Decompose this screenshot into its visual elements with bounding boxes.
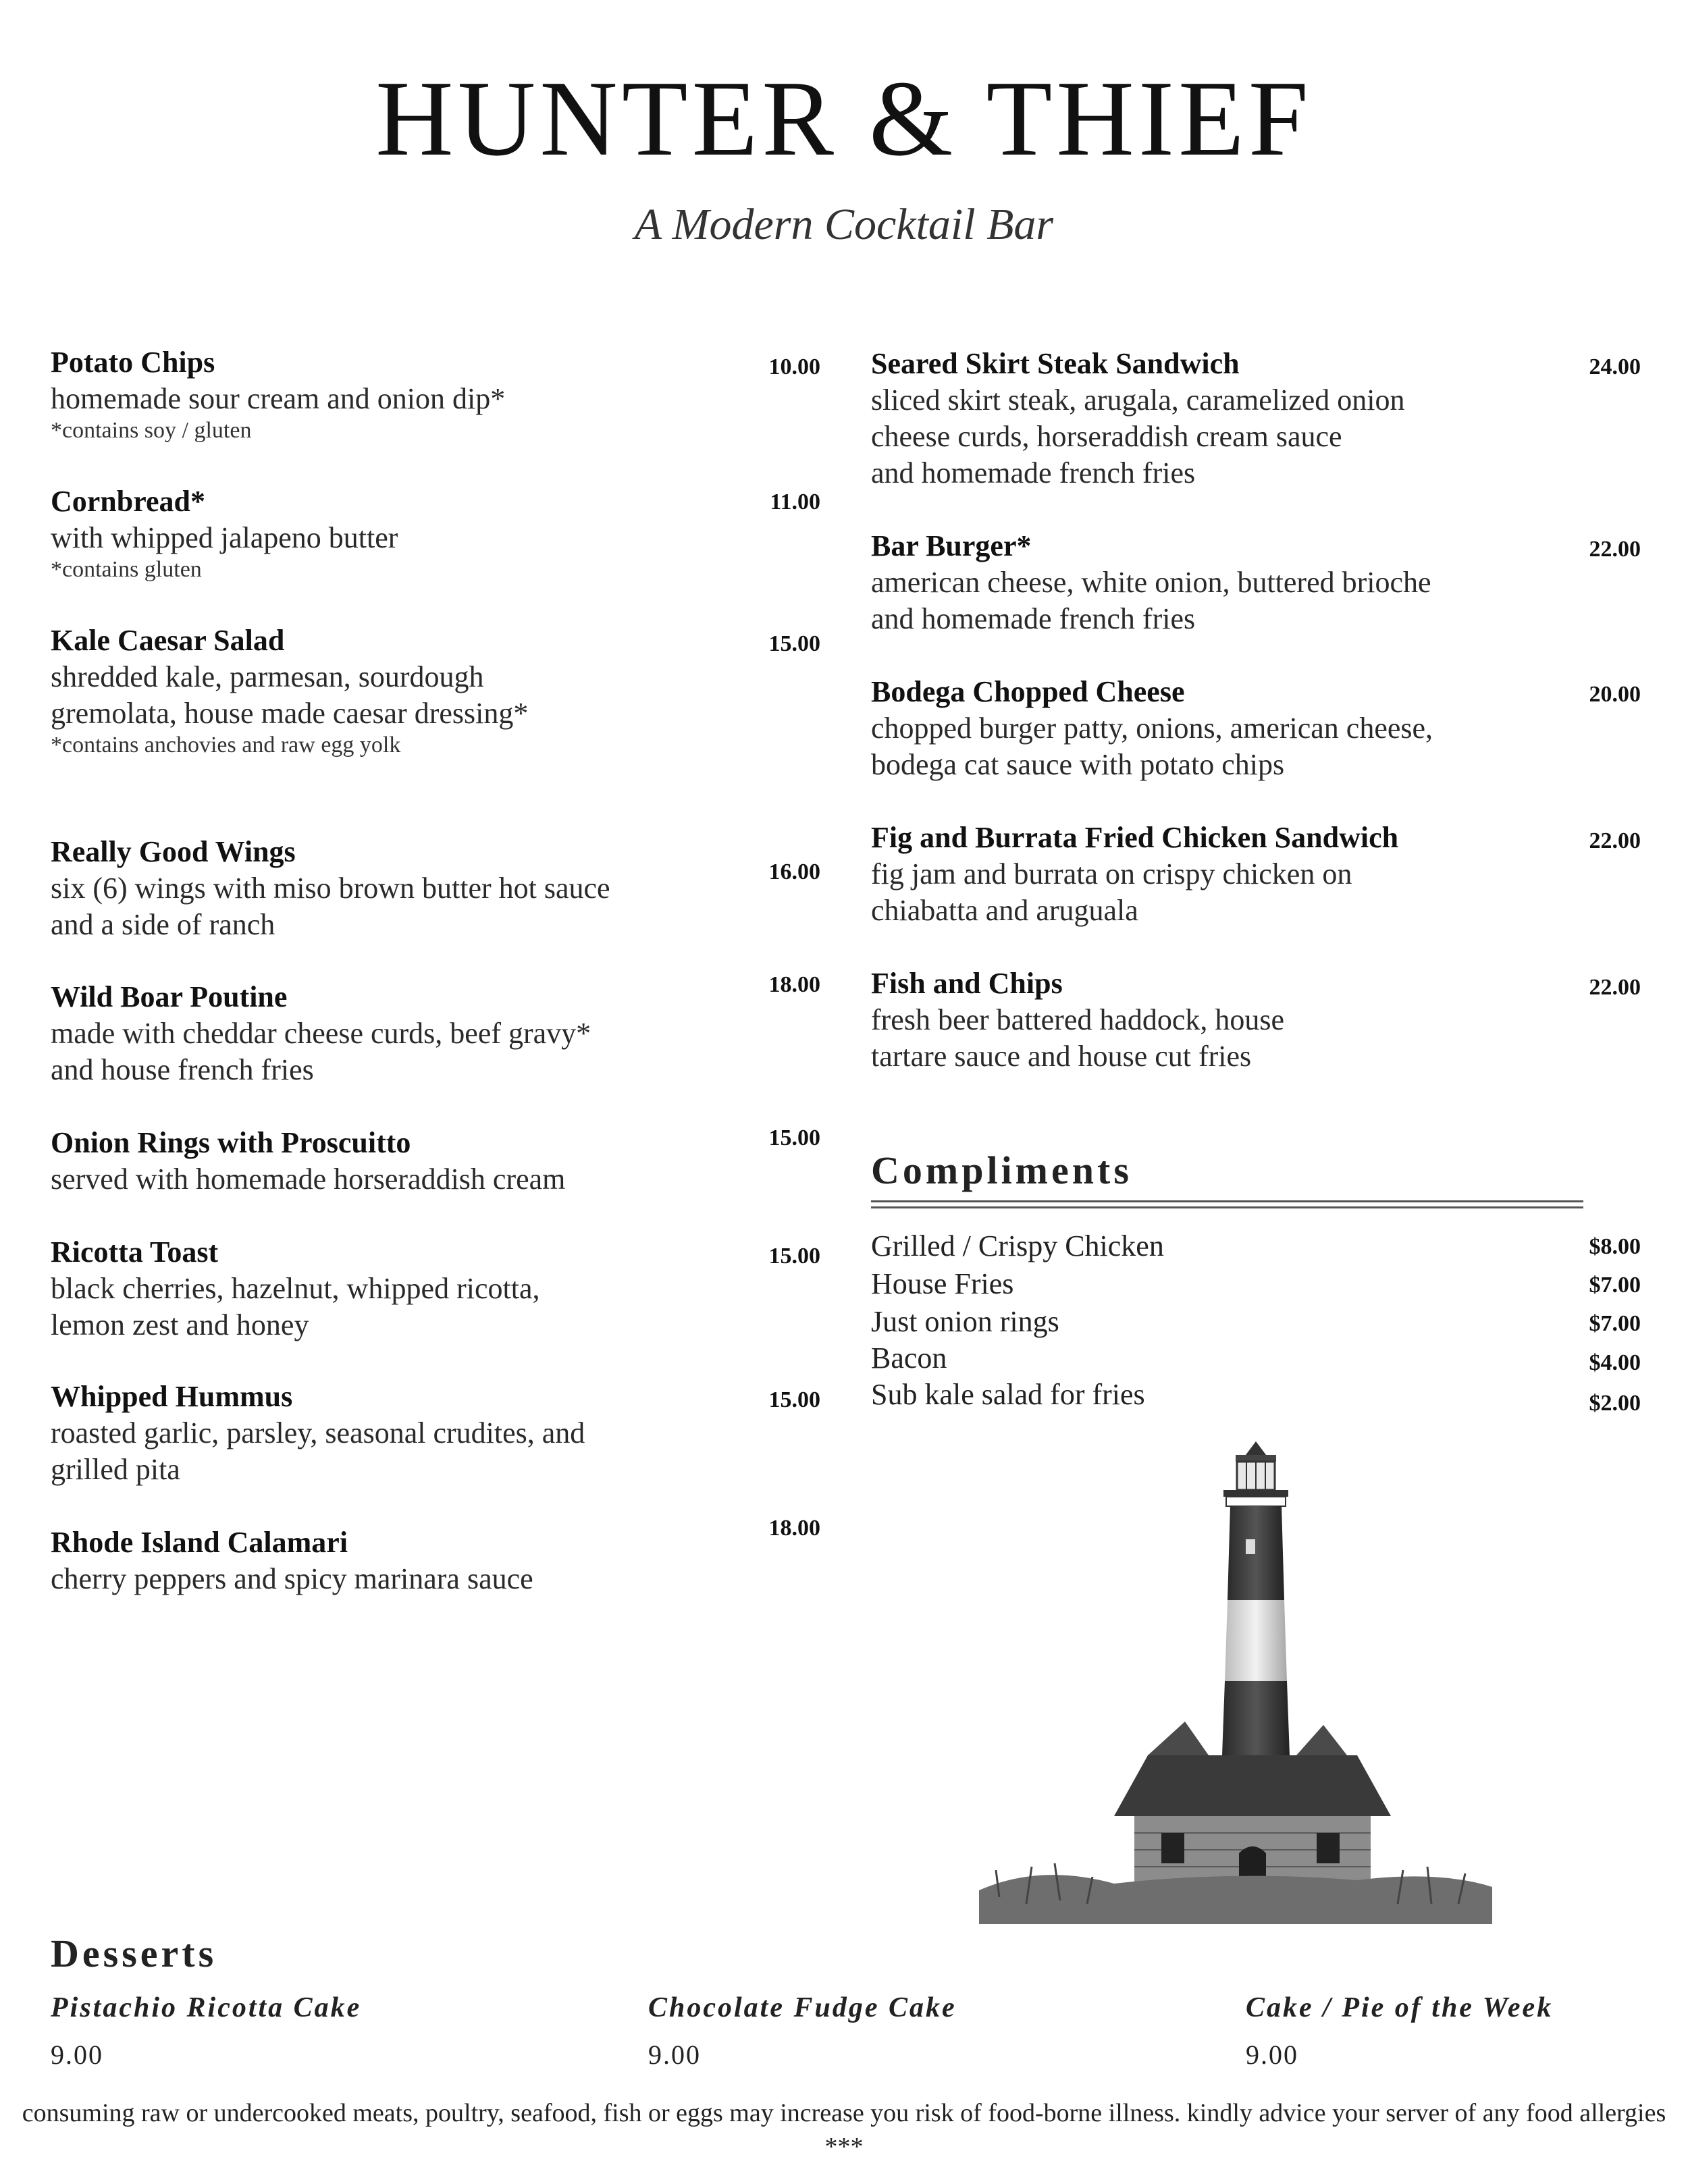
menu-item [51, 344, 760, 444]
item-description: shredded kale, parmesan, sourdough gremolata, house made caesar dressing* [51, 660, 529, 730]
item-name: Potato Chips [51, 346, 215, 379]
item-price: 18.00 [768, 1516, 820, 1541]
menu-item [51, 622, 760, 759]
menu-item [51, 1524, 760, 1597]
item-price: 10.00 [768, 354, 820, 379]
item-allergen-note: *contains soy / gluten [51, 418, 252, 443]
compliment-item-price: $2.00 [1589, 1391, 1641, 1416]
dessert-item-name: Cake / Pie of the Week [1246, 1992, 1554, 2023]
lighthouse-illustration [979, 1438, 1492, 1924]
allergy-disclaimer: consuming raw or undercooked meats, poultry, seafood, fish or eggs may increase you risk of food-borne illness. kindly advice your server of any food allergies *** [22, 2099, 1666, 2161]
dessert-item-name: Chocolate Fudge Cake [648, 1992, 957, 2023]
item-allergen-note: *contains anchovies and raw egg yolk [51, 733, 401, 757]
menu-item [51, 1125, 760, 1198]
item-name: Really Good Wings [51, 835, 296, 868]
menu-item [871, 965, 1546, 1075]
compliment-item-name: Grilled / Crispy Chicken [871, 1229, 1164, 1262]
menu-item [51, 979, 760, 1088]
item-name: Cornbread* [51, 485, 205, 518]
item-description: with whipped jalapeno butter [51, 521, 398, 554]
item-price: 15.00 [768, 1387, 820, 1412]
item-description: made with cheddar cheese curds, beef gravy* and house french fries [51, 1017, 591, 1086]
item-price: 16.00 [768, 859, 820, 884]
item-description: six (6) wings with miso brown butter hot sauce and a side of ranch [51, 872, 610, 941]
item-price: 11.00 [770, 489, 820, 514]
menu-item [51, 834, 760, 943]
menu-item [51, 1379, 760, 1488]
restaurant-subtitle: A Modern Cocktail Bar [634, 200, 1054, 249]
menu-item [51, 483, 760, 583]
compliments-heading: Compliments [871, 1148, 1132, 1192]
item-name: Fig and Burrata Fried Chicken Sandwich [871, 821, 1399, 854]
dessert-item-name: Pistachio Ricotta Cake [51, 1992, 362, 2023]
item-price: 20.00 [1589, 682, 1641, 707]
item-price: 15.00 [768, 1125, 820, 1150]
item-price: 22.00 [1589, 537, 1641, 562]
compliment-item-price: $4.00 [1589, 1350, 1641, 1375]
item-name: Whipped Hummus [51, 1380, 293, 1413]
menu-item [51, 1234, 760, 1343]
item-name: Wild Boar Poutine [51, 980, 288, 1013]
item-name: Kale Caesar Salad [51, 624, 285, 657]
desserts-heading: Desserts [51, 1932, 217, 1975]
menu-item [871, 674, 1546, 783]
item-allergen-note: *contains gluten [51, 557, 202, 582]
compliment-item-name: Just onion rings [871, 1305, 1059, 1338]
compliment-item-price: $7.00 [1589, 1311, 1641, 1336]
menu-item [871, 820, 1546, 929]
item-description: cherry peppers and spicy marinara sauce [51, 1562, 533, 1595]
item-description: black cherries, hazelnut, whipped ricotta, lemon zest and honey [51, 1272, 540, 1341]
item-name: Rhode Island Calamari [51, 1526, 348, 1559]
compliment-item-price: $7.00 [1589, 1273, 1641, 1298]
item-name: Seared Skirt Steak Sandwich [871, 347, 1240, 380]
item-description: fig jam and burrata on crispy chicken on chiabatta and aruguala [871, 857, 1352, 927]
item-price: 15.00 [768, 631, 820, 656]
item-description: fresh beer battered haddock, house tartare sauce and house cut fries [871, 1003, 1285, 1073]
item-name: Bar Burger* [871, 529, 1032, 562]
compliment-item-name: House Fries [871, 1267, 1014, 1300]
item-name: Onion Rings with Proscuitto [51, 1126, 411, 1159]
menu-item [871, 528, 1546, 637]
compliment-item-name: Sub kale salad for fries [871, 1378, 1145, 1411]
item-description: sliced skirt steak, arugala, caramelized onion cheese curds, horseraddish cream sauce and homemade french fries [871, 383, 1405, 489]
dessert-item-price: 9.00 [648, 2040, 701, 2070]
compliments-divider [871, 1200, 1583, 1208]
compliment-item-price: $8.00 [1589, 1234, 1641, 1259]
item-price: 15.00 [768, 1244, 820, 1269]
item-name: Ricotta Toast [51, 1235, 219, 1269]
menu-item [871, 346, 1546, 491]
item-description: chopped burger patty, onions, american cheese, bodega cat sauce with potato chips [871, 712, 1433, 781]
dessert-item-price: 9.00 [1246, 2040, 1298, 2070]
item-description: homemade sour cream and onion dip* [51, 382, 506, 415]
item-name: Bodega Chopped Cheese [871, 675, 1185, 708]
item-price: 18.00 [768, 972, 820, 997]
item-price: 24.00 [1589, 354, 1641, 379]
dessert-item-price: 9.00 [51, 2040, 103, 2070]
item-description: served with homemade horseraddish cream [51, 1163, 566, 1196]
item-description: american cheese, white onion, buttered brioche and homemade french fries [871, 566, 1431, 635]
restaurant-title: HUNTER & THIEF [375, 58, 1313, 178]
item-name: Fish and Chips [871, 967, 1063, 1000]
item-price: 22.00 [1589, 828, 1641, 853]
compliment-item-name: Bacon [871, 1341, 947, 1375]
item-description: roasted garlic, parsley, seasonal crudites, and grilled pita [51, 1416, 585, 1486]
item-price: 22.00 [1589, 975, 1641, 1000]
